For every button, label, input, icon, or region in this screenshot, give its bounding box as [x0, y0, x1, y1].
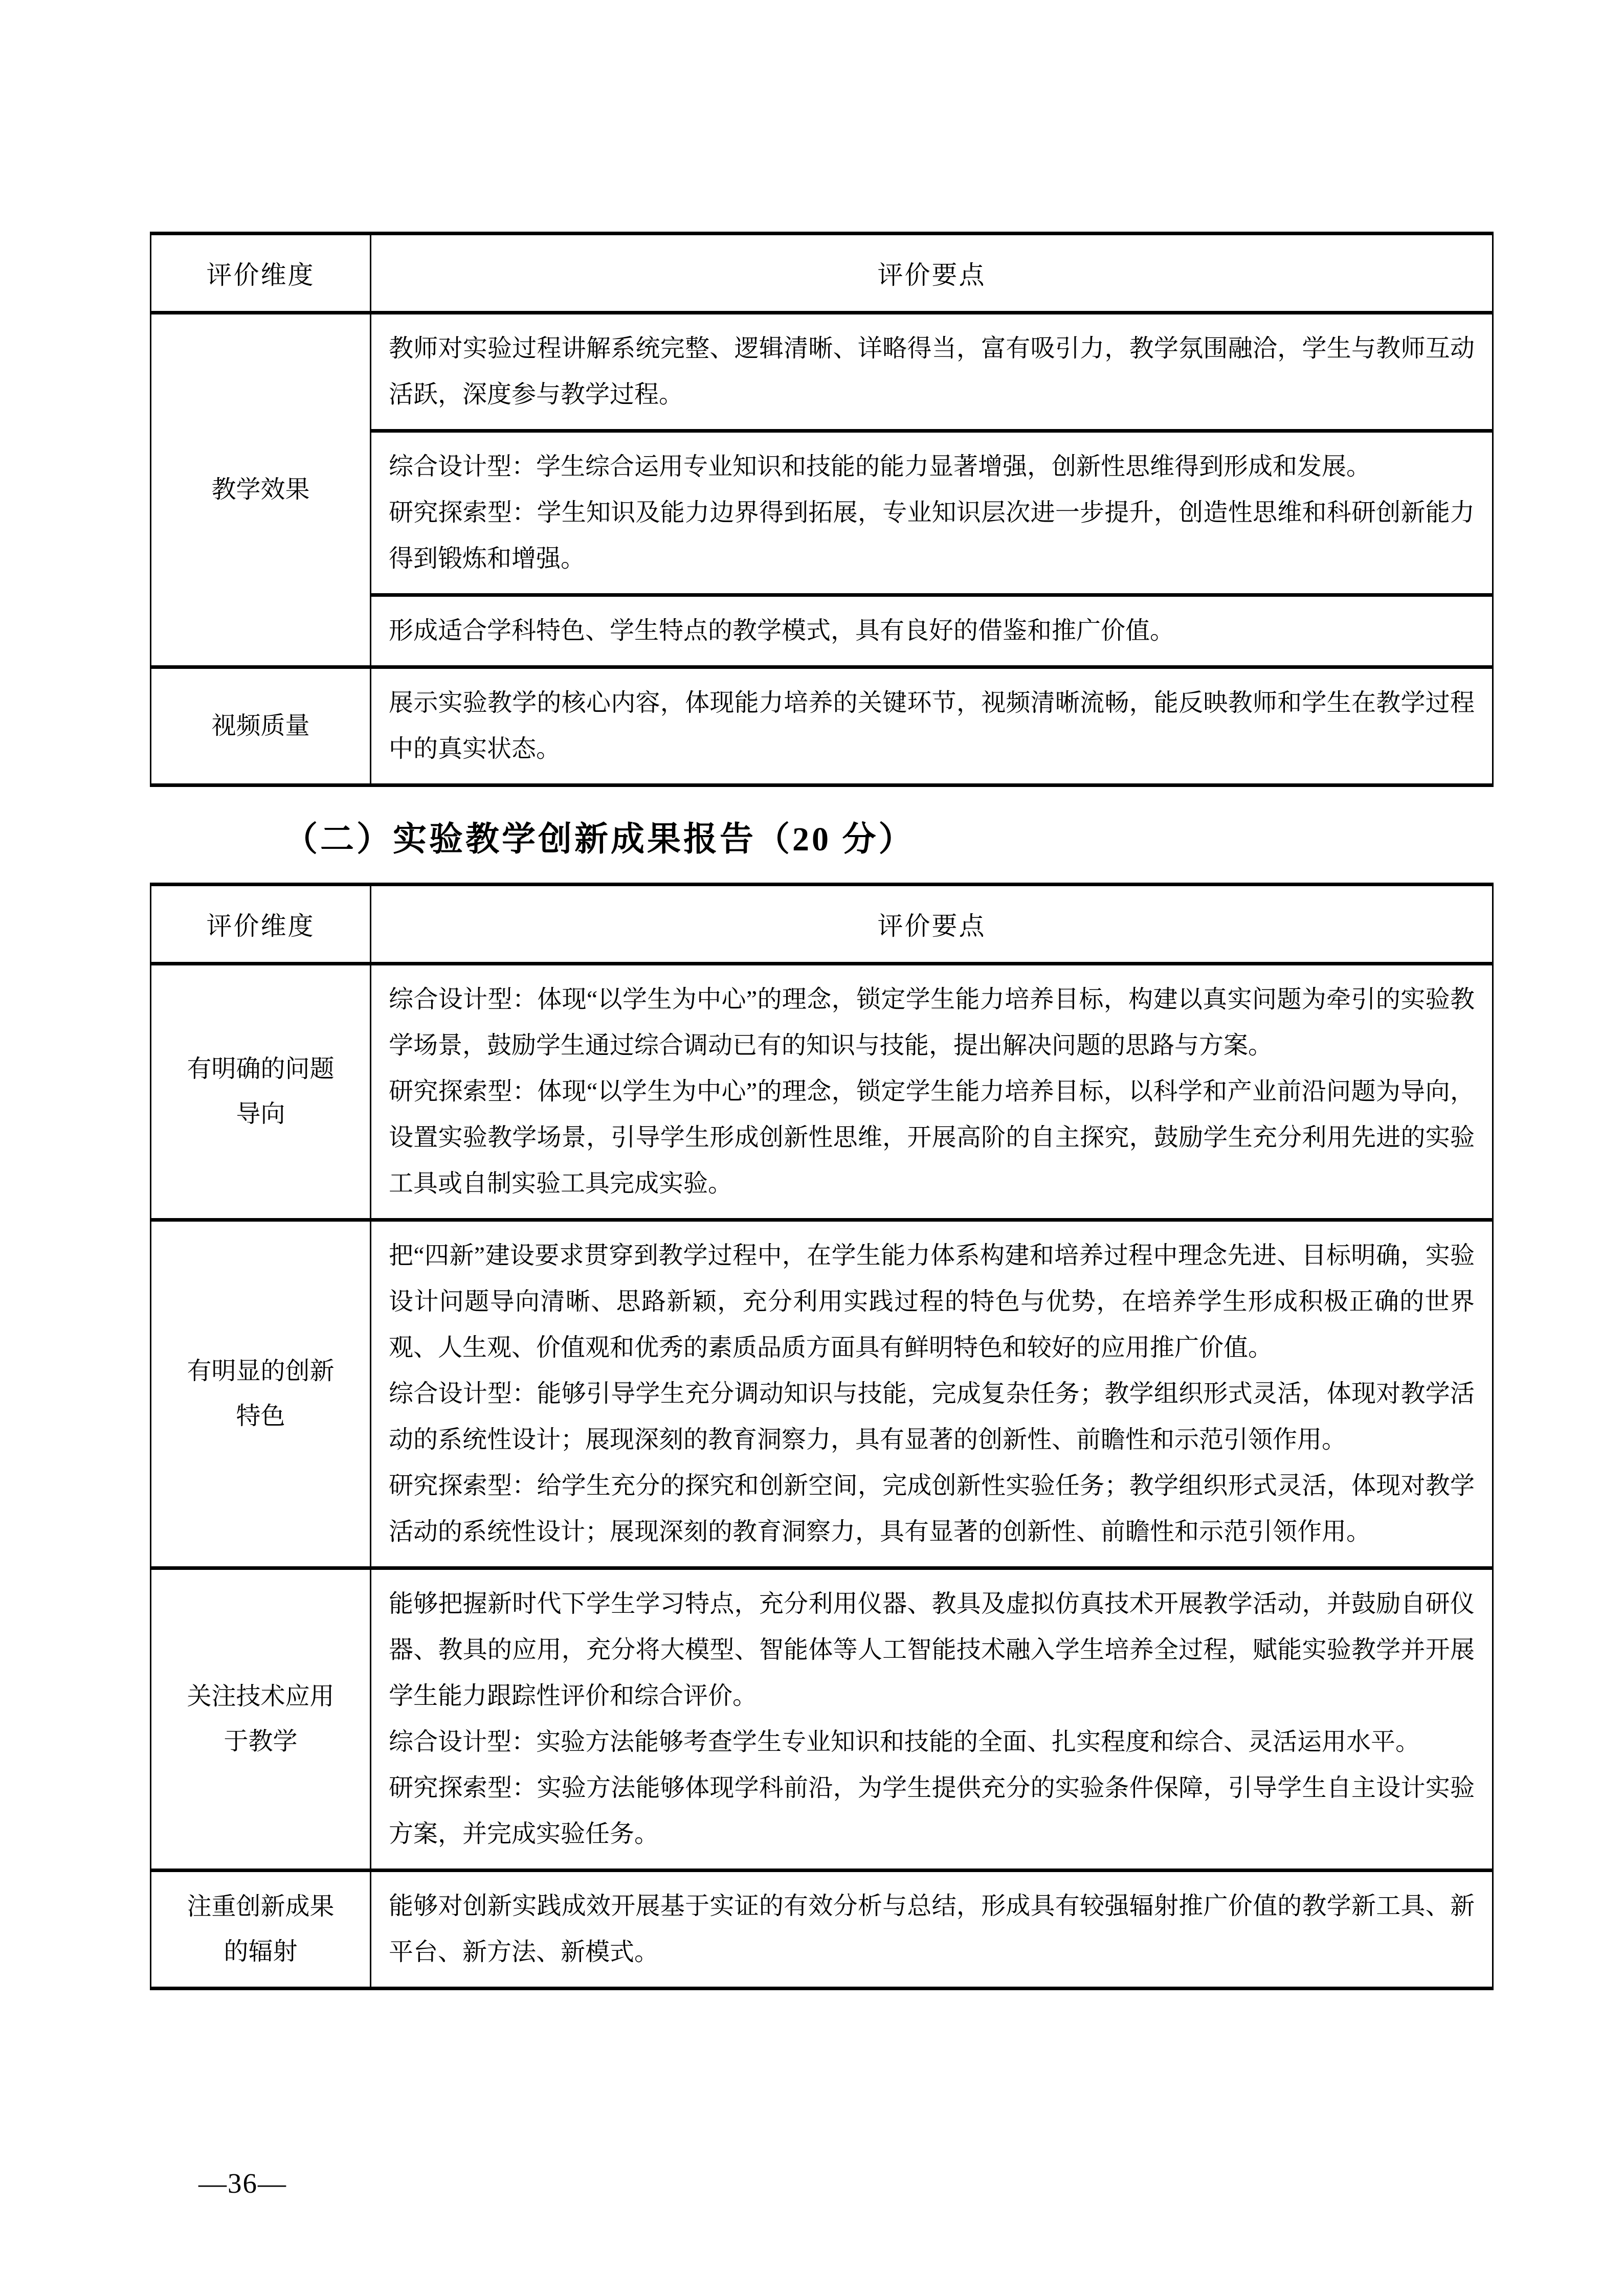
points-cell: [371, 1871, 1493, 1989]
table-row: [151, 964, 1493, 1220]
table-row: [151, 313, 1493, 431]
header-points: 评价要点: [371, 885, 1493, 964]
dimension-cell-innovation-features: 有明显的创新特色: [151, 1220, 371, 1568]
section-heading: （二）实验教学创新成果报告（20 分）: [284, 821, 915, 858]
point-paragraph: 研究探索型：体现“以学生为中心”的理念，锁定学生能力培养目标，以科学和产业前沿问题为导向，设置实验教学场景，引导学生形成创新性思维，开展高阶的自主探究，鼓励学生充分利用先进的实验工具或自制实验工具完成实验。: [389, 1078, 1475, 1197]
point-paragraph: 综合设计型：学生综合运用专业知识和技能的能力显著增强，创新性思维得到形成和发展。: [389, 453, 1371, 480]
dimension-cell-teaching-effect: 教学效果: [151, 313, 371, 667]
table-row: [151, 1220, 1493, 1568]
table-row: [151, 667, 1493, 785]
point-paragraph: 能够对创新实践成效开展基于实证的有效分析与总结，形成具有较强辐射推广价值的教学新工具、新平台、新方法、新模式。: [389, 1893, 1475, 1966]
points-cell: [371, 595, 1493, 667]
page-content: [150, 232, 1494, 1990]
point-paragraph: 教师对实验过程讲解系统完整、逻辑清晰、详略得当，富有吸引力，教学氛围融洽，学生与教师互动活跃，深度参与教学过程。: [389, 335, 1475, 408]
point-paragraph: 能够把握新时代下学生学习特点，充分利用仪器、教具及虚拟仿真技术开展教学活动，并鼓励自研仪器、教具的应用，充分将大模型、智能体等人工智能技术融入学生培养全过程，赋能实验教学并开展学生能力跟踪性评价和综合评价。: [389, 1590, 1475, 1709]
points-cell: [371, 964, 1493, 1220]
dimension-cell-video-quality: 视频质量: [151, 667, 371, 785]
table-row: [151, 1568, 1493, 1871]
point-paragraph: 形成适合学科特色、学生特点的教学模式，具有良好的借鉴和推广价值。: [389, 617, 1175, 644]
point-paragraph: 综合设计型：能够引导学生充分调动知识与技能，完成复杂任务；教学组织形式灵活，体现对教学活动的系统性设计；展现深刻的教育洞察力，具有显著的创新性、前瞻性和示范引领作用。: [389, 1380, 1475, 1453]
points-cell: [371, 313, 1493, 431]
point-paragraph: 综合设计型：实验方法能够考查学生专业知识和技能的全面、扎实程度和综合、灵活运用水平。: [389, 1728, 1420, 1755]
point-paragraph: 研究探索型：学生知识及能力边界得到拓展，专业知识层次进一步提升，创造性思维和科研创新能力得到锻炼和增强。: [389, 499, 1475, 572]
table-teaching-video-evaluation: [150, 232, 1494, 787]
table-innovation-report-evaluation: [150, 883, 1494, 1990]
table-header-row: [151, 885, 1493, 964]
page-number: —36—: [198, 2168, 287, 2199]
header-points: 评价要点: [371, 234, 1493, 313]
dimension-cell-technology-application: 关注技术应用于教学: [151, 1568, 371, 1871]
dimension-cell-problem-orientation: 有明确的问题导向: [151, 964, 371, 1220]
points-cell: [371, 667, 1493, 785]
points-cell: [371, 431, 1493, 595]
points-cell: [371, 1220, 1493, 1568]
point-paragraph: 把“四新”建设要求贯穿到教学过程中，在学生能力体系构建和培养过程中理念先进、目标明确，实验设计问题导向清晰、思路新颖，充分利用实践过程的特色与优势，在培养学生形成积极正确的世界观、人生观、价值观和优秀的素质品质方面具有鲜明特色和较好的应用推广价值。: [389, 1242, 1475, 1361]
dimension-cell-achievement-radiation: 注重创新成果的辐射: [151, 1871, 371, 1989]
table-row: [151, 1871, 1493, 1989]
point-paragraph: 综合设计型：体现“以学生为中心”的理念，锁定学生能力培养目标，构建以真实问题为牵引的实验教学场景，鼓励学生通过综合调动已有的知识与技能，提出解决问题的思路与方案。: [389, 986, 1475, 1059]
header-dimension: 评价维度: [151, 234, 371, 313]
point-paragraph: 研究探索型：实验方法能够体现学科前沿，为学生提供充分的实验条件保障，引导学生自主设计实验方案，并完成实验任务。: [389, 1774, 1475, 1848]
table-header-row: [151, 234, 1493, 313]
points-cell: [371, 1568, 1493, 1871]
header-dimension: 评价维度: [151, 885, 371, 964]
point-paragraph: 展示实验教学的核心内容，体现能力培养的关键环节，视频清晰流畅，能反映教师和学生在教学过程中的真实状态。: [389, 689, 1475, 762]
point-paragraph: 研究探索型：给学生充分的探究和创新空间，完成创新性实验任务；教学组织形式灵活，体现对教学活动的系统性设计；展现深刻的教育洞察力，具有显著的创新性、前瞻性和示范引领作用。: [389, 1472, 1475, 1545]
